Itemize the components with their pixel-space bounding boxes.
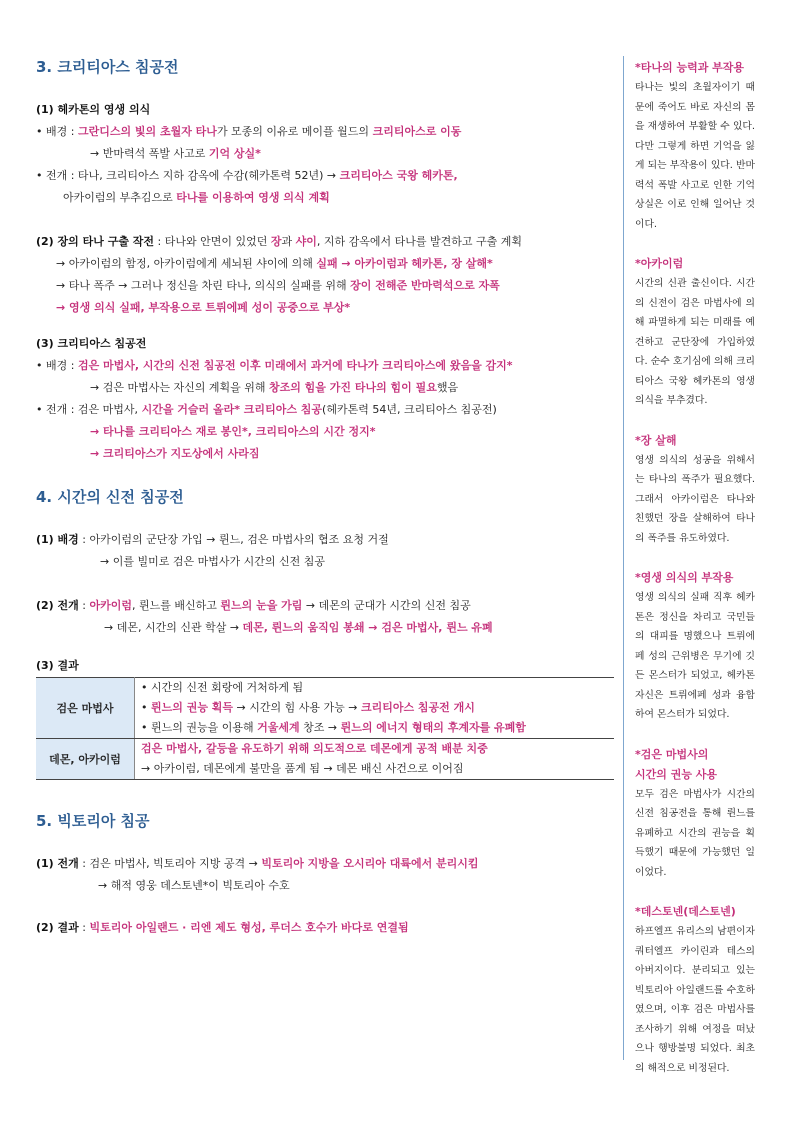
note-title: *영생 의식의 부작용 — [635, 571, 734, 584]
text-line: → 아카이럼의 함정, 아카이럼에게 세뇌된 샤이에 의해 실패 → 아카이럼과 헤카톤, 장 살해* — [56, 257, 493, 270]
text-line: (1) 전개 : 검은 마법사, 빅토리아 지방 공격 → 빅토리아 지방을 오시리아 대륙에서 분리시킴 — [36, 857, 479, 870]
list-item: • 륀느의 권능을 이용해 거울세계 창조 → 륀느의 에너지 형태의 후계자를 유폐함 — [141, 721, 526, 734]
text-line: → 데몬, 시간의 신관 학살 → 데몬, 륀느의 움직임 봉쇄 → 검은 마법사, 륀느 유폐 — [104, 621, 493, 634]
list-item: 검은 마법사, 갈등을 유도하기 위해 의도적으로 데몬에게 공적 배분 치중 — [141, 742, 488, 755]
text-line: → 타나를 크리티아스 재로 봉인*, 크리티아스의 시간 정지* — [90, 425, 376, 438]
table-header-cell: 검은 마법사 — [36, 678, 135, 739]
text-line: → 이를 빌미로 검은 마법사가 시간의 신전 침공 — [100, 555, 325, 568]
text-line: 아카이럼의 부추김으로 타나를 이용하여 영생 의식 계획 — [63, 191, 330, 204]
section-title-3: 3. 크리티아스 침공전 — [36, 58, 179, 76]
text-line: • 전개 : 타나, 크리티아스 지하 감옥에 수감(헤카톤력 52년) → 크리티아스 국왕 헤카톤, — [36, 169, 458, 182]
sidebar-divider — [623, 56, 624, 1060]
note-title: *검은 마법사의 — [635, 747, 709, 761]
text-line: (2) 장의 타나 구출 작전 : 타나와 안면이 있었던 장과 샤이, 지하 감옥에서 타나를 발견하고 구출 계획 — [36, 235, 523, 248]
text-line: • 배경 : 검은 마법사, 시간의 신전 침공전 이후 미래에서 과거에 타나가 크리티아스에 왔음을 감지* — [36, 359, 513, 372]
note-body: 하프엘프 유리스의 남편이자 쿼터엘프 카이린과 테스의 아버지이다. 분리되고 있는 빅토리아 아일랜드를 수호하였으며, 이후 검은 마법사를 조사하기 위해 여정을 떠났으나 행방불명 되었다. 최초의 해적으로 비정된다. — [635, 926, 755, 1074]
note-title: *아카이럼 — [635, 257, 684, 270]
text-line: → 반마력석 폭발 사고로 기억 상실* — [90, 147, 261, 160]
text-line: → 영생 의식 실패, 부작용으로 트뤼에페 성이 공중으로 부상* — [56, 301, 351, 314]
text-line: (2) 결과 : 빅토리아 아일랜드 · 리엔 제도 형성, 루더스 호수가 바다로 연결됨 — [36, 921, 409, 934]
note-body: 영생 의식의 성공을 위해서는 타나의 폭주가 필요했다. 그래서 아카이럼은 타나와 친했던 장을 살해하여 타나의 폭주를 유도하였다. — [635, 454, 755, 544]
text-line: → 크리티아스가 지도상에서 사라짐 — [90, 447, 260, 460]
sidebar-notes — [635, 58, 755, 1098]
text-line: • 전개 : 검은 마법사, 시간을 거슬러 올라* 크리티아스 침공(헤카톤력 54년, 크리티아스 침공전) — [36, 403, 497, 416]
text-line: (2) 전개 : 아카이럼, 륀느를 배신하고 륀느의 눈을 가림 → 데몬의 군대가 시간의 신전 침공 — [36, 599, 471, 612]
section-title-4: 4. 시간의 신전 침공전 — [36, 488, 184, 506]
text-line: → 타나 폭주 → 그러나 정신을 차린 타나, 의식의 실패를 위해 장이 전해준 반마력석으로 자폭 — [56, 279, 500, 292]
note-body: 타나는 빛의 초월자이기 때문에 죽어도 바로 자신의 몸을 재생하여 부활할 수 있다. 다만 그렇게 하면 기억을 잃게 되는 부작용이 있다. 반마력석 폭발 사고로 인한 기억상실은 이로 인해 일어난 것이다. — [635, 82, 755, 230]
text-line: → 검은 마법사는 자신의 계획을 위해 창조의 힘을 가진 타나의 힘이 필요했음 — [90, 381, 459, 394]
table-cell — [135, 678, 615, 739]
note-body: 영생 의식의 실패 직후 헤카톤은 정신을 차리고 국민들의 대피를 명했으나 트뤼에페 성의 근위병은 무기에 깃든 몬스터가 되었고, 헤카톤 자신은 트뤼에페 성과 융합하여 몬스터가 되었다. — [635, 592, 755, 720]
table-header-cell: 데몬, 아카이럼 — [36, 739, 135, 780]
result-table — [36, 677, 614, 780]
note-title: 시간의 권능 사용 — [635, 767, 718, 781]
note-body: 모두 검은 마법사가 시간의 신전 침공전을 통해 륀느를 유폐하고 시간의 권능을 획득했기 때문에 가능했던 일이었다. — [635, 788, 755, 878]
table-cell — [135, 739, 615, 780]
note-title: *데스토넨(데스토넨) — [635, 905, 736, 918]
note-body: 시간의 신관 출신이다. 시간의 신전이 검은 마법사에 의해 파멸하게 되는 미래를 예견하고 군단장에 가입하였다. 순수 호기심에 의해 크리티아스 국왕 헤카톤의 영생의식을 부추겼다. — [635, 278, 755, 406]
text-line: → 해적 영웅 데스토넨*이 빅토리아 수호 — [98, 879, 290, 892]
section-title-5: 5. 빅토리아 침공 — [36, 812, 150, 830]
table-row — [36, 678, 614, 739]
subheading-4-3: (3) 결과 — [36, 659, 79, 672]
note-title: *장 살해 — [635, 433, 677, 447]
subheading-3-3: (3) 크리티아스 침공전 — [36, 337, 147, 350]
table-row — [36, 739, 614, 780]
text-line: • 배경 : 그란디스의 빛의 초월자 타나가 모종의 이유로 메이플 월드의 크리티아스로 이동 — [36, 125, 462, 138]
list-item: • 시간의 신전 회랑에 거처하게 됨 — [141, 681, 304, 694]
list-item: → 아카이럼, 데몬에게 불만을 품게 됨 → 데몬 배신 사건으로 이어짐 — [141, 762, 464, 775]
list-item: • 륀느의 권능 획득 → 시간의 힘 사용 가능 → 크리티아스 침공전 개시 — [141, 701, 475, 714]
text-line: (1) 배경 : 아카이럼의 군단장 가입 → 륀느, 검은 마법사의 협조 요청 거절 — [36, 533, 389, 546]
subheading-3-1: (1) 헤카톤의 영생 의식 — [36, 103, 151, 116]
note-title: *타나의 능력과 부작용 — [635, 61, 745, 74]
